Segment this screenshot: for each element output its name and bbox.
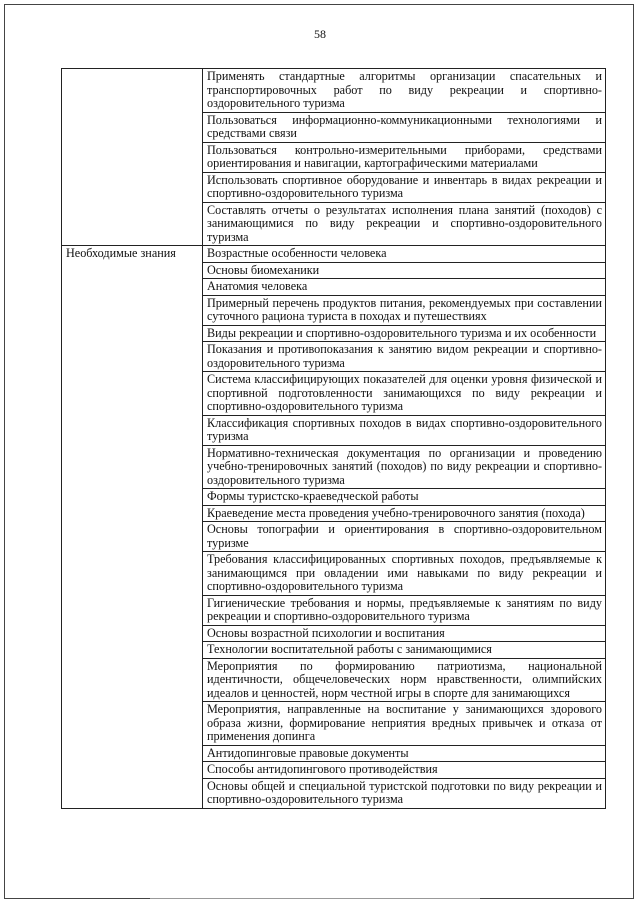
description-cell	[203, 778, 606, 808]
description-text: Формы туристско-краеведческой работы	[207, 489, 419, 503]
description-cell	[203, 202, 606, 246]
table-body	[62, 69, 606, 809]
description-text: Краеведение места проведения учебно-тренировочного занятия (похода)	[207, 505, 585, 520]
description-cell	[203, 522, 606, 552]
page-number: 58	[314, 27, 326, 41]
description-cell	[203, 325, 606, 342]
description-text: Мероприятия, направленные на воспитание у занимающихся здорового образа жизни, формирование неприятия вредных привычек и отказа от применения допинга	[207, 702, 602, 743]
skills-row	[62, 69, 606, 113]
description-cell	[203, 595, 606, 625]
description-text: Классификация спортивных походов в видах спортивно-оздоровительного туризма	[207, 415, 602, 443]
description-cell	[203, 295, 606, 325]
description-cell	[203, 342, 606, 372]
description-cell	[203, 642, 606, 659]
description-text: Мероприятия по формированию патриотизма, национальной идентичности, общечеловеческих норм нравственности, олимпийских идеалов и ценностей, норм честной игры в спорте для занимающихся	[207, 658, 602, 700]
description-text: Примерный перечень продуктов питания, рекомендуемых при составлении суточного рациона туриста в походах и путешествиях	[207, 295, 602, 323]
description-text: Способы антидопингового противодействия	[207, 762, 438, 776]
description-text: Показания и противопоказания к занятию видом рекреации и спортивно-оздоровительного туризма	[207, 342, 602, 370]
description-cell	[203, 658, 606, 702]
description-text: Анатомия человека	[207, 279, 308, 293]
description-text: Технологии воспитательной работы с занимающимися	[207, 642, 492, 656]
description-cell	[203, 745, 606, 762]
description-cell	[203, 552, 606, 596]
description-cell	[203, 505, 606, 522]
description-cell	[203, 445, 606, 489]
description-text: Основы биомеханики	[207, 262, 320, 277]
description-text: Использовать спортивное оборудование и инвентарь в видах рекреации и спортивно-оздоровительного туризма	[207, 172, 602, 200]
knowledge-row	[62, 246, 606, 263]
description-cell	[203, 172, 606, 202]
description-cell	[203, 246, 606, 263]
description-cell	[203, 279, 606, 296]
knowledge-label: Необходимые знания	[66, 246, 176, 260]
scan-edge-line	[150, 898, 480, 901]
description-text: Виды рекреации и спортивно-оздоровительного туризма и их особенности	[207, 325, 597, 340]
description-text: Гигиенические требования и нормы, предъявляемые к занятиям по виду рекреации и спортивно-оздоровительного туризма	[207, 595, 602, 623]
description-cell	[203, 702, 606, 746]
description-cell	[203, 415, 606, 445]
description-cell	[203, 625, 606, 642]
description-text: Антидопинговые правовые документы	[207, 745, 409, 760]
description-cell	[203, 489, 606, 506]
description-text: Требования классифицированных спортивных походов, предъявляемые к занимающимся при овладении ими навыками по виду рекреации и спортивно-оздоровительного туризма	[207, 552, 602, 593]
description-cell	[203, 112, 606, 142]
description-cell	[203, 142, 606, 172]
skills-label-cell	[62, 69, 203, 246]
description-text: Пользоваться информационно-коммуникационными технологиями и средствами связи	[207, 112, 602, 140]
description-text: Пользоваться контрольно-измерительными приборами, средствами ориентирования и навигации, картографическими материалами	[207, 142, 602, 170]
description-cell	[203, 372, 606, 416]
description-text: Возрастные особенности человека	[207, 246, 387, 260]
description-text: Основы возрастной психологии и воспитания	[207, 625, 445, 640]
description-cell	[203, 262, 606, 279]
description-text: Нормативно-техническая документация по организации и проведению учебно-тренировочных занятий (походов) по виду рекреации и спортивно-оздоровительного туризма	[207, 445, 602, 487]
description-cell	[203, 762, 606, 779]
description-text: Применять стандартные алгоритмы организации спасательных и транспортировочных работ по виду рекреации и спортивно-оздоровительного туризма	[207, 69, 602, 110]
description-text: Система классифицирующих показателей для оценки уровня физической и спортивной подготовленности занимающихся по виду рекреации и спортивно-оздоровительного туризма	[207, 372, 602, 413]
description-text: Основы топографии и ориентирования в спортивно-оздоровительном туризме	[207, 522, 602, 550]
description-text: Основы общей и специальной туристской подготовки по виду рекреации и спортивно-оздоровительного туризма	[207, 778, 602, 806]
knowledge-label-cell	[62, 246, 203, 809]
competency-table	[61, 68, 606, 809]
description-cell	[203, 69, 606, 113]
description-text: Составлять отчеты о результатах исполнения плана занятий (походов) с занимающимися по виду рекреации и спортивно-оздоровительного туризма	[207, 202, 602, 244]
